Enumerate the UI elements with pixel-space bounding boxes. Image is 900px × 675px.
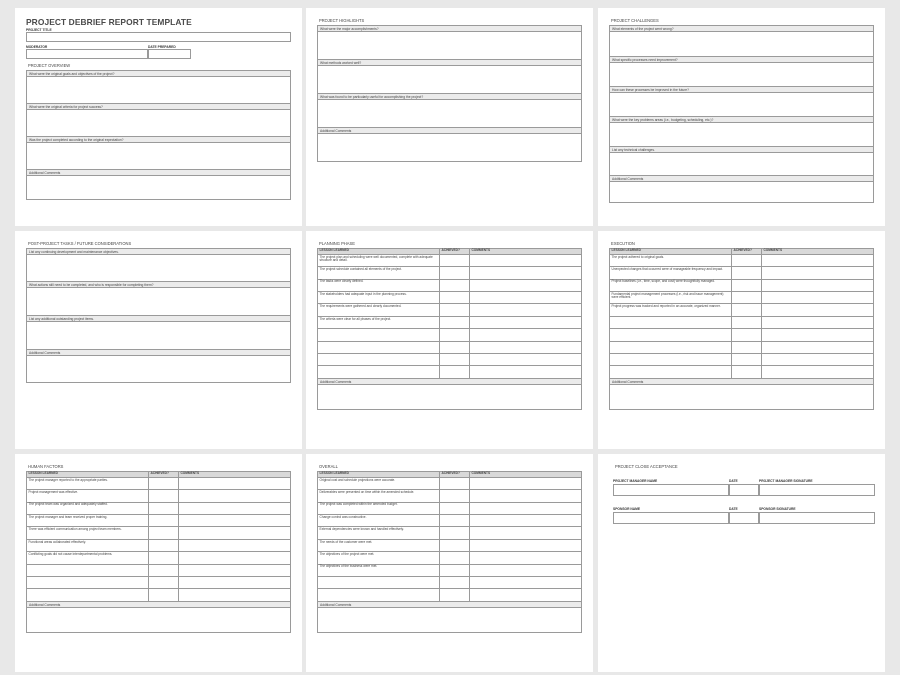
section-title: PROJECT OVERVIEW bbox=[28, 63, 71, 68]
lesson-cell: Unexpected changes that occurred were of manageable frequency and impact. bbox=[610, 267, 732, 279]
table-row bbox=[27, 502, 291, 514]
lesson-cell[interactable] bbox=[318, 366, 440, 378]
comments-cell[interactable] bbox=[470, 316, 582, 328]
answer-field[interactable] bbox=[27, 143, 290, 169]
achieved-cell[interactable] bbox=[440, 366, 470, 378]
comments-cell[interactable] bbox=[470, 564, 582, 576]
comments-cell[interactable] bbox=[470, 527, 582, 539]
lesson-cell[interactable] bbox=[27, 589, 149, 601]
achieved-cell[interactable] bbox=[149, 502, 179, 514]
achieved-cell[interactable] bbox=[732, 366, 762, 378]
header-lesson-learned: LESSON LEARNED bbox=[318, 471, 440, 477]
lesson-cell[interactable] bbox=[610, 341, 732, 353]
achieved-cell[interactable] bbox=[440, 279, 470, 291]
pm-signature-field[interactable] bbox=[759, 484, 875, 496]
document-title: PROJECT DEBRIEF REPORT TEMPLATE bbox=[26, 17, 192, 27]
lesson-cell: The project schedule contained all elements of the project. bbox=[318, 267, 440, 279]
achieved-cell[interactable] bbox=[440, 589, 470, 601]
page-human-factors bbox=[15, 454, 302, 672]
lesson-cell[interactable] bbox=[610, 329, 732, 341]
achieved-cell[interactable] bbox=[732, 341, 762, 353]
section-title: PROJECT CLOSE ACCEPTANCE bbox=[615, 464, 678, 469]
comments-cell[interactable] bbox=[179, 477, 291, 489]
comments-cell[interactable] bbox=[470, 514, 582, 526]
table-row bbox=[610, 329, 874, 341]
sponsor-name-field[interactable] bbox=[613, 512, 729, 524]
comments-cell[interactable] bbox=[470, 576, 582, 588]
answer-field[interactable] bbox=[27, 77, 290, 103]
lesson-cell: External dependencies were known and handled effectively. bbox=[318, 527, 440, 539]
table-row bbox=[318, 514, 582, 526]
achieved-cell[interactable] bbox=[440, 267, 470, 279]
moderator-field[interactable] bbox=[26, 49, 148, 59]
answer-field[interactable] bbox=[27, 255, 290, 281]
page-execution bbox=[598, 231, 885, 449]
additional-comments-label: Additional Comments bbox=[610, 379, 873, 385]
comments-cell[interactable] bbox=[470, 589, 582, 601]
lesson-cell: Project progress was tracked and reported in an accurate, organized manner. bbox=[610, 304, 732, 316]
section-title: EXECUTION bbox=[611, 241, 635, 246]
comments-cell[interactable] bbox=[762, 267, 874, 279]
achieved-cell[interactable] bbox=[440, 341, 470, 353]
achieved-cell[interactable] bbox=[440, 353, 470, 365]
table-row bbox=[610, 267, 874, 279]
achieved-cell[interactable] bbox=[440, 576, 470, 588]
additional-comments-field[interactable] bbox=[27, 176, 290, 199]
comments-cell[interactable] bbox=[470, 267, 582, 279]
table-row bbox=[27, 539, 291, 551]
lesson-cell: The needs of the customer were met. bbox=[318, 539, 440, 551]
table-row bbox=[318, 341, 582, 353]
comments-cell[interactable] bbox=[470, 490, 582, 502]
project-title-field[interactable] bbox=[26, 32, 291, 42]
comments-cell[interactable] bbox=[470, 329, 582, 341]
lesson-cell[interactable] bbox=[610, 316, 732, 328]
comments-cell[interactable] bbox=[179, 539, 291, 551]
question-label: What were the key problems areas (i.e., budgeting, scheduling, etc.)? bbox=[610, 117, 873, 123]
date-prepared-label: DATE PREPARED bbox=[148, 45, 176, 49]
table-row bbox=[318, 279, 582, 291]
sponsor-date-label: DATE bbox=[729, 507, 738, 511]
comments-cell[interactable] bbox=[762, 341, 874, 353]
question-label: What was found to be particularly useful for accomplishing the project? bbox=[318, 94, 581, 100]
lessons-table bbox=[26, 471, 291, 602]
lesson-cell: Change control was constructive. bbox=[318, 514, 440, 526]
additional-comments-field[interactable] bbox=[27, 356, 290, 382]
achieved-cell[interactable] bbox=[440, 527, 470, 539]
lesson-cell: The project manager and team received proper training. bbox=[27, 514, 149, 526]
header-comments: COMMENTS bbox=[470, 248, 582, 254]
additional-comments-label: Additional Comments bbox=[318, 128, 581, 134]
achieved-cell[interactable] bbox=[149, 490, 179, 502]
lesson-cell: Functional areas collaborated effectively. bbox=[27, 539, 149, 551]
lesson-cell[interactable] bbox=[318, 353, 440, 365]
question-label: What methods worked well? bbox=[318, 60, 581, 66]
lesson-cell[interactable] bbox=[27, 576, 149, 588]
sponsor-date-field[interactable] bbox=[729, 512, 759, 524]
additional-comments-label: Additional Comments bbox=[610, 176, 873, 182]
lesson-cell: The project adhered to original goals. bbox=[610, 254, 732, 266]
achieved-cell[interactable] bbox=[149, 576, 179, 588]
table-row bbox=[610, 291, 874, 303]
table-row bbox=[27, 527, 291, 539]
achieved-cell[interactable] bbox=[440, 552, 470, 564]
achieved-cell[interactable] bbox=[440, 316, 470, 328]
answer-field[interactable] bbox=[610, 32, 873, 56]
comments-cell[interactable] bbox=[179, 576, 291, 588]
lesson-cell: The objectives of the project were met. bbox=[318, 552, 440, 564]
achieved-cell[interactable] bbox=[732, 279, 762, 291]
additional-comments-label: Additional Comments bbox=[27, 170, 290, 176]
achieved-cell[interactable] bbox=[149, 527, 179, 539]
achieved-cell[interactable] bbox=[732, 353, 762, 365]
pm-name-field[interactable] bbox=[613, 484, 729, 496]
table-row bbox=[318, 254, 582, 266]
lesson-cell[interactable] bbox=[27, 564, 149, 576]
lesson-cell: The objectives of the business were met. bbox=[318, 564, 440, 576]
comments-cell[interactable] bbox=[179, 490, 291, 502]
comments-cell[interactable] bbox=[470, 341, 582, 353]
additional-comments-field[interactable] bbox=[318, 134, 581, 161]
comments-cell[interactable] bbox=[762, 304, 874, 316]
comments-cell[interactable] bbox=[762, 316, 874, 328]
page-project-challenges bbox=[598, 8, 885, 226]
question-label: List any additional outstanding project items. bbox=[27, 316, 290, 322]
header-achieved: ACHIEVED? bbox=[440, 471, 470, 477]
lesson-cell: The project manager reported to the appropriate parties. bbox=[27, 477, 149, 489]
comments-cell[interactable] bbox=[762, 366, 874, 378]
header-comments: COMMENTS bbox=[179, 471, 291, 477]
pm-date-field[interactable] bbox=[729, 484, 759, 496]
header-comments: COMMENTS bbox=[470, 471, 582, 477]
additional-comments-field[interactable] bbox=[318, 385, 581, 409]
header-lesson-learned: LESSON LEARNED bbox=[318, 248, 440, 254]
section-title: PROJECT CHALLENGES bbox=[611, 18, 659, 23]
pm-signature-label: PROJECT MANAGER SIGNATURE bbox=[759, 479, 813, 483]
lesson-cell: There was efficient communication among project team members. bbox=[27, 527, 149, 539]
table-row bbox=[318, 552, 582, 564]
achieved-cell[interactable] bbox=[440, 502, 470, 514]
question-label: What actions still need to be completed, and who is responsible for completing them? bbox=[27, 282, 290, 288]
section-title: HUMAN FACTORS bbox=[28, 464, 64, 469]
question-label: List any continuing development and maintenance objectives. bbox=[27, 249, 290, 255]
additional-comments-field[interactable] bbox=[27, 608, 290, 632]
achieved-cell[interactable] bbox=[149, 477, 179, 489]
header-lesson-learned: LESSON LEARNED bbox=[27, 471, 149, 477]
achieved-cell[interactable] bbox=[149, 514, 179, 526]
comments-cell[interactable] bbox=[179, 564, 291, 576]
page-project-close-acceptance bbox=[598, 454, 885, 672]
achieved-cell[interactable] bbox=[149, 589, 179, 601]
lesson-cell: Fundamental project management processes (i.e., risk and issue management) were efficient. bbox=[610, 291, 732, 303]
comments-cell[interactable] bbox=[179, 514, 291, 526]
pm-date-label: DATE bbox=[729, 479, 738, 483]
table-row bbox=[27, 514, 291, 526]
page-planning-phase bbox=[306, 231, 593, 449]
comments-cell[interactable] bbox=[470, 502, 582, 514]
table-row bbox=[610, 366, 874, 378]
page-overall bbox=[306, 454, 593, 672]
achieved-cell[interactable] bbox=[732, 316, 762, 328]
question-label: What were the major accomplishments? bbox=[318, 26, 581, 32]
question-label: What specific processes need improvement? bbox=[610, 57, 873, 63]
table-row bbox=[610, 316, 874, 328]
question-label: What were the original goals and objectives of the project? bbox=[27, 71, 290, 77]
table-row bbox=[27, 564, 291, 576]
table-row bbox=[318, 267, 582, 279]
sponsor-signature-label: SPONSOR SIGNATURE bbox=[759, 507, 796, 511]
achieved-cell[interactable] bbox=[440, 477, 470, 489]
lesson-cell: Deliverables were presented on time within the amended schedule. bbox=[318, 490, 440, 502]
comments-cell[interactable] bbox=[470, 304, 582, 316]
achieved-cell[interactable] bbox=[732, 267, 762, 279]
answer-field[interactable] bbox=[27, 288, 290, 315]
comments-cell[interactable] bbox=[470, 254, 582, 266]
lessons-table bbox=[317, 248, 582, 379]
project-title-label: PROJECT TITLE bbox=[26, 28, 52, 32]
section-title: POST-PROJECT TASKS / FUTURE CONSIDERATIONS bbox=[28, 241, 132, 246]
comments-cell[interactable] bbox=[762, 291, 874, 303]
answer-field[interactable] bbox=[610, 63, 873, 86]
achieved-cell[interactable] bbox=[149, 552, 179, 564]
table-row bbox=[610, 353, 874, 365]
answer-field[interactable] bbox=[610, 153, 873, 175]
comments-cell[interactable] bbox=[470, 291, 582, 303]
lessons-table bbox=[317, 471, 582, 602]
table-row bbox=[318, 477, 582, 489]
lesson-cell: The criteria were clear for all phases of the project. bbox=[318, 316, 440, 328]
table-row bbox=[318, 589, 582, 601]
question-label: List any technical challenges. bbox=[610, 147, 873, 153]
comments-cell[interactable] bbox=[179, 527, 291, 539]
answer-field[interactable] bbox=[318, 100, 581, 127]
table-row bbox=[27, 477, 291, 489]
header-achieved: ACHIEVED? bbox=[149, 471, 179, 477]
table-row bbox=[318, 329, 582, 341]
lesson-cell: The requirements were gathered and clearly documented. bbox=[318, 304, 440, 316]
question-label: What were the original criteria for project success? bbox=[27, 104, 290, 110]
lesson-cell[interactable] bbox=[318, 589, 440, 601]
lesson-cell[interactable] bbox=[318, 329, 440, 341]
answer-field[interactable] bbox=[27, 322, 290, 349]
answer-field[interactable] bbox=[318, 32, 581, 59]
answer-field[interactable] bbox=[318, 66, 581, 93]
achieved-cell[interactable] bbox=[732, 304, 762, 316]
comments-cell[interactable] bbox=[762, 254, 874, 266]
lesson-cell: Project baselines (i.e., time, scope, and cost) were thoughtfully managed. bbox=[610, 279, 732, 291]
question-label: What elements of the project went wrong? bbox=[610, 26, 873, 32]
comments-cell[interactable] bbox=[762, 353, 874, 365]
achieved-cell[interactable] bbox=[149, 539, 179, 551]
table-row bbox=[318, 353, 582, 365]
additional-comments-label: Additional Comments bbox=[318, 602, 581, 608]
table-row bbox=[610, 254, 874, 266]
additional-comments-field[interactable] bbox=[610, 385, 873, 409]
lesson-cell[interactable] bbox=[610, 366, 732, 378]
pm-name-label: PROJECT MANAGER NAME bbox=[613, 479, 658, 483]
table-row bbox=[318, 490, 582, 502]
table-row bbox=[318, 539, 582, 551]
table-row bbox=[318, 527, 582, 539]
table-row bbox=[610, 279, 874, 291]
additional-comments-label: Additional Comments bbox=[27, 350, 290, 356]
lesson-cell[interactable] bbox=[318, 576, 440, 588]
header-achieved: ACHIEVED? bbox=[732, 248, 762, 254]
achieved-cell[interactable] bbox=[440, 490, 470, 502]
page-project-overview bbox=[15, 8, 302, 226]
comments-cell[interactable] bbox=[179, 552, 291, 564]
page-project-highlights bbox=[306, 8, 593, 226]
table-row bbox=[318, 291, 582, 303]
header-comments: COMMENTS bbox=[762, 248, 874, 254]
additional-comments-field[interactable] bbox=[318, 608, 581, 632]
answer-field[interactable] bbox=[610, 93, 873, 116]
comments-cell[interactable] bbox=[470, 353, 582, 365]
achieved-cell[interactable] bbox=[440, 539, 470, 551]
lesson-cell: Project management was effective. bbox=[27, 490, 149, 502]
table-row bbox=[318, 564, 582, 576]
achieved-cell[interactable] bbox=[440, 291, 470, 303]
lesson-cell[interactable] bbox=[318, 341, 440, 353]
answer-field[interactable] bbox=[610, 123, 873, 146]
table-row bbox=[27, 576, 291, 588]
answer-field[interactable] bbox=[27, 110, 290, 136]
achieved-cell[interactable] bbox=[732, 254, 762, 266]
lesson-cell: The project was completed within the amended budget. bbox=[318, 502, 440, 514]
section-title: PROJECT HIGHLIGHTS bbox=[319, 18, 365, 23]
lesson-cell: The stakeholders had adequate input in the planning process. bbox=[318, 291, 440, 303]
table-row bbox=[27, 552, 291, 564]
sponsor-signature-field[interactable] bbox=[759, 512, 875, 524]
lesson-cell: The tasks were clearly defined. bbox=[318, 279, 440, 291]
header-lesson-learned: LESSON LEARNED bbox=[610, 248, 732, 254]
achieved-cell[interactable] bbox=[440, 564, 470, 576]
sponsor-name-label: SPONSOR NAME bbox=[613, 507, 641, 511]
table-row bbox=[318, 304, 582, 316]
achieved-cell[interactable] bbox=[732, 291, 762, 303]
comments-cell[interactable] bbox=[179, 502, 291, 514]
table-row bbox=[318, 576, 582, 588]
question-label: How can these processes be improved in the future? bbox=[610, 87, 873, 93]
achieved-cell[interactable] bbox=[440, 304, 470, 316]
table-row bbox=[318, 316, 582, 328]
lesson-cell: The project team was organized and adequately staffed. bbox=[27, 502, 149, 514]
additional-comments-label: Additional Comments bbox=[318, 379, 581, 385]
comments-cell[interactable] bbox=[470, 539, 582, 551]
table-row bbox=[318, 366, 582, 378]
lesson-cell: The project plan and scheduling were well documented, complete with adequate structure and detail. bbox=[318, 254, 440, 266]
achieved-cell[interactable] bbox=[440, 329, 470, 341]
question-label: Was the project completed according to the original expectation? bbox=[27, 137, 290, 143]
page-post-project-tasks bbox=[15, 231, 302, 449]
lesson-cell: Original cost and schedule projections were accurate. bbox=[318, 477, 440, 489]
table-row bbox=[27, 589, 291, 601]
achieved-cell[interactable] bbox=[440, 514, 470, 526]
table-row bbox=[27, 490, 291, 502]
moderator-label: MODERATOR bbox=[26, 45, 48, 49]
comments-cell[interactable] bbox=[470, 366, 582, 378]
comments-cell[interactable] bbox=[762, 329, 874, 341]
additional-comments-label: Additional Comments bbox=[27, 602, 290, 608]
lesson-cell: Conflicting goals did not cause interdepartmental problems. bbox=[27, 552, 149, 564]
additional-comments-field[interactable] bbox=[610, 182, 873, 202]
table-row bbox=[610, 304, 874, 316]
comments-cell[interactable] bbox=[470, 552, 582, 564]
date-prepared-field[interactable] bbox=[148, 49, 191, 59]
lesson-cell[interactable] bbox=[610, 353, 732, 365]
achieved-cell[interactable] bbox=[440, 254, 470, 266]
comments-cell[interactable] bbox=[470, 477, 582, 489]
table-row bbox=[610, 341, 874, 353]
achieved-cell[interactable] bbox=[149, 564, 179, 576]
comments-cell[interactable] bbox=[470, 279, 582, 291]
comments-cell[interactable] bbox=[179, 589, 291, 601]
comments-cell[interactable] bbox=[762, 279, 874, 291]
achieved-cell[interactable] bbox=[732, 329, 762, 341]
section-title: PLANNING PHASE bbox=[319, 241, 355, 246]
section-title: OVERALL bbox=[319, 464, 338, 469]
header-achieved: ACHIEVED? bbox=[440, 248, 470, 254]
lessons-table bbox=[609, 248, 874, 379]
table-row bbox=[318, 502, 582, 514]
